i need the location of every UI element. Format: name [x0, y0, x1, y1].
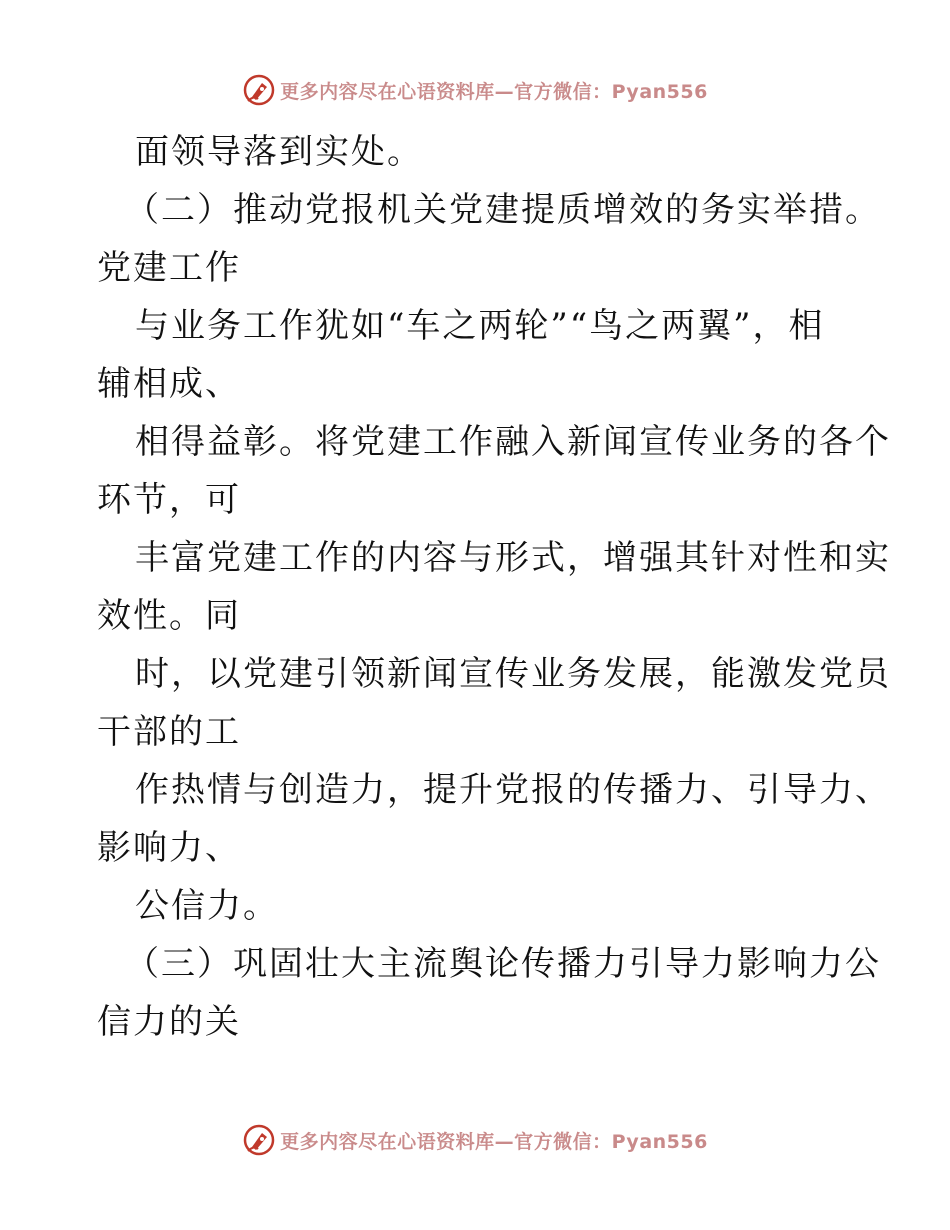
section-heading: （二）推动党报机关党建提质增效的务实举措。: [125, 190, 881, 230]
body-line: 党建工作: [97, 248, 241, 288]
watermark-text: 更多内容尽在心语资料库—官方微信：Pyan556: [280, 80, 708, 103]
body-line: 相得益彰。将党建工作融入新闻宣传业务的各个: [135, 422, 891, 462]
document-body: [97, 123, 891, 1051]
body-line: 公信力。: [135, 886, 279, 926]
body-line: 与业务工作犹如“车之两轮”“鸟之两翼”，相: [135, 306, 825, 346]
header-watermark-banner: [0, 70, 950, 110]
body-line: 信力的关: [97, 1002, 241, 1042]
pen-nib-icon: [242, 73, 276, 107]
body-line: 作热情与创造力，提升党报的传播力、引导力、: [135, 770, 891, 810]
pen-nib-icon: [242, 1123, 276, 1157]
watermark-text: 更多内容尽在心语资料库—官方微信：Pyan556: [280, 1130, 708, 1153]
body-line: 效性。同: [97, 596, 241, 636]
body-line: 面领导落到实处。: [135, 132, 423, 172]
body-line: 环节，可: [97, 480, 241, 520]
body-line: 干部的工: [97, 712, 241, 752]
body-line: 影响力、: [97, 828, 241, 868]
body-line: 时，以党建引领新闻宣传业务发展，能激发党员: [135, 654, 891, 694]
body-line: 辅相成、: [97, 364, 241, 404]
body-line: 丰富党建工作的内容与形式，增强其针对性和实: [135, 538, 891, 578]
footer-watermark-banner: [0, 1120, 950, 1160]
section-heading: （三）巩固壮大主流舆论传播力引导力影响力公: [125, 944, 881, 984]
